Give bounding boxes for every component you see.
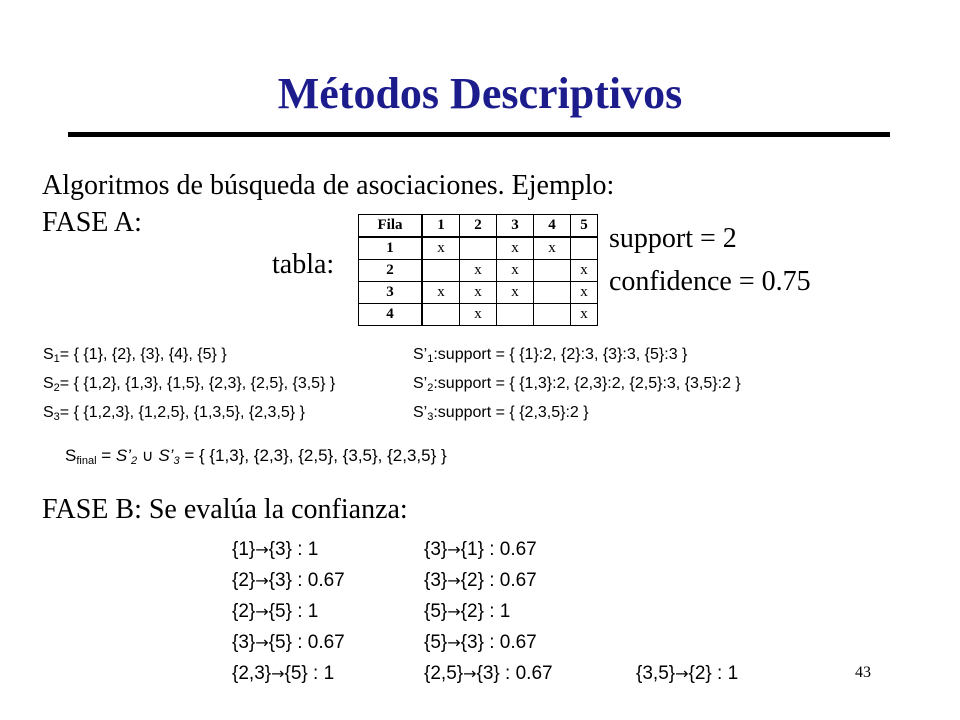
table-cell: 3 bbox=[359, 282, 423, 304]
set-s3: $S_3=$ { {1,2,3}, {1,2,5}, {1,3,5}, {2,3,5} } bbox=[43, 404, 305, 423]
intro-text: Algoritmos de búsqueda de asociaciones. Ejemplo: bbox=[42, 170, 615, 201]
fase-a-heading: FASE A: bbox=[42, 207, 142, 238]
table-cell: x bbox=[460, 282, 497, 304]
sfinal-formula: $S_{final}$ = $S’_2$ ∪ $S’_3$ = { {1,3}, {2,3}, {2,5}, {3,5}, {2,3,5} } bbox=[65, 446, 447, 467]
table-cell: x bbox=[571, 260, 598, 282]
rule-item: {3,5}→{2} : 1 bbox=[636, 663, 739, 684]
right-arrow-icon: → bbox=[675, 664, 689, 683]
right-arrow-icon: → bbox=[271, 664, 285, 683]
table-cell: 1 bbox=[359, 237, 423, 260]
union-icon: ∪ bbox=[141, 446, 154, 465]
table-cell bbox=[497, 304, 534, 326]
table-cell: 2 bbox=[359, 260, 423, 282]
rule-item: {2}→{3} : 0.67 bbox=[232, 570, 345, 591]
table-cell: 4 bbox=[359, 304, 423, 326]
right-arrow-icon: → bbox=[447, 602, 461, 621]
rule-item: {1}→{3} : 1 bbox=[232, 539, 319, 560]
set-s3-content: = { {1,2,3}, {1,2,5}, {1,3,5}, {2,3,5} } bbox=[59, 404, 305, 421]
tabla-label: tabla: bbox=[272, 249, 335, 280]
table-cell: x bbox=[460, 260, 497, 282]
table-cell bbox=[422, 304, 460, 326]
table-cell: x bbox=[497, 237, 534, 260]
table-cell: x bbox=[422, 282, 460, 304]
right-arrow-icon: → bbox=[255, 540, 269, 559]
support-s1: $S’_1:support$ = { {1}:2, {2}:3, {3}:3, {5}:3 } bbox=[413, 346, 688, 365]
right-arrow-icon: → bbox=[255, 602, 269, 621]
slide-title: Métodos Descriptivos bbox=[277, 69, 683, 118]
page-number: 43 bbox=[855, 664, 871, 681]
table-cell: x bbox=[460, 304, 497, 326]
right-arrow-icon: → bbox=[447, 633, 461, 652]
table-cell bbox=[534, 304, 571, 326]
rule-item: {5}→{2} : 1 bbox=[424, 601, 511, 622]
table-cell: x bbox=[571, 282, 598, 304]
support-s2: $S’_2:support$ = { {1,3}:2, {2,3}:2, {2,5}:3, {3,5}:2 } bbox=[413, 375, 741, 394]
table-cell bbox=[460, 237, 497, 260]
support-value: support = 2 bbox=[609, 223, 737, 254]
table-row bbox=[359, 260, 598, 282]
table-header-cell: 4 bbox=[534, 215, 571, 238]
right-arrow-icon: → bbox=[255, 571, 269, 590]
support-s2-content: :support = { {1,3}:2, {2,3}:2, {2,5}:3, {3,5}:2 } bbox=[433, 375, 741, 392]
set-s2-content: = { {1,2}, {1,3}, {1,5}, {2,3}, {2,5}, {3,5} } bbox=[59, 375, 336, 392]
title-underline bbox=[68, 132, 890, 137]
rule-item: {2,3}→{5} : 1 bbox=[232, 663, 335, 684]
fase-b-heading: FASE B: Se evalúa la confianza: bbox=[42, 494, 408, 525]
table-row bbox=[359, 282, 598, 304]
rule-item: {3}→{5} : 0.67 bbox=[232, 632, 345, 653]
table-row bbox=[359, 237, 598, 260]
support-s3: $S’_3:support$ = { {2,3,5}:2 } bbox=[413, 404, 589, 423]
right-arrow-icon: → bbox=[447, 540, 461, 559]
right-arrow-icon: → bbox=[255, 633, 269, 652]
set-s1: $S_1=$ { {1}, {2}, {3}, {4}, {5} } bbox=[43, 346, 227, 365]
confidence-value: confidence = 0.75 bbox=[609, 266, 811, 297]
table-cell: x bbox=[497, 260, 534, 282]
table-header-cell: 3 bbox=[497, 215, 534, 238]
table-header-cell: Fila bbox=[359, 215, 423, 238]
table-header-row bbox=[359, 215, 598, 238]
rule-item: {2,5}→{3} : 0.67 bbox=[424, 663, 553, 684]
table-cell bbox=[422, 260, 460, 282]
right-arrow-icon: → bbox=[463, 664, 477, 683]
sfinal-subscript: final bbox=[76, 455, 97, 467]
table-cell bbox=[534, 260, 571, 282]
table-cell bbox=[571, 237, 598, 260]
table-cell bbox=[534, 282, 571, 304]
support-s3-content: :support = { {2,3,5}:2 } bbox=[433, 404, 589, 421]
table-cell: x bbox=[534, 237, 571, 260]
rule-item: {5}→{3} : 0.67 bbox=[424, 632, 537, 653]
table-cell: x bbox=[422, 237, 460, 260]
transaction-table bbox=[358, 214, 598, 326]
table-header-cell: 2 bbox=[460, 215, 497, 238]
rule-item: {3}→{2} : 0.67 bbox=[424, 570, 537, 591]
right-arrow-icon: → bbox=[447, 571, 461, 590]
sfinal-content: = { {1,3}, {2,3}, {2,5}, {3,5}, {2,3,5} } bbox=[184, 446, 447, 465]
rule-item: {3}→{1} : 0.67 bbox=[424, 539, 537, 560]
set-s1-content: = { {1}, {2}, {3}, {4}, {5} } bbox=[59, 346, 227, 363]
table-cell: x bbox=[497, 282, 534, 304]
table-cell: x bbox=[571, 304, 598, 326]
table-header-cell: 1 bbox=[422, 215, 460, 238]
set-s2: $S_2=$ { {1,2}, {1,3}, {1,5}, {2,3}, {2,5}, {3,5} } bbox=[43, 375, 336, 394]
support-s1-content: :support = { {1}:2, {2}:3, {3}:3, {5}:3 } bbox=[433, 346, 688, 363]
rule-item: {2}→{5} : 1 bbox=[232, 601, 319, 622]
table-row bbox=[359, 304, 598, 326]
table-header-cell: 5 bbox=[571, 215, 598, 238]
